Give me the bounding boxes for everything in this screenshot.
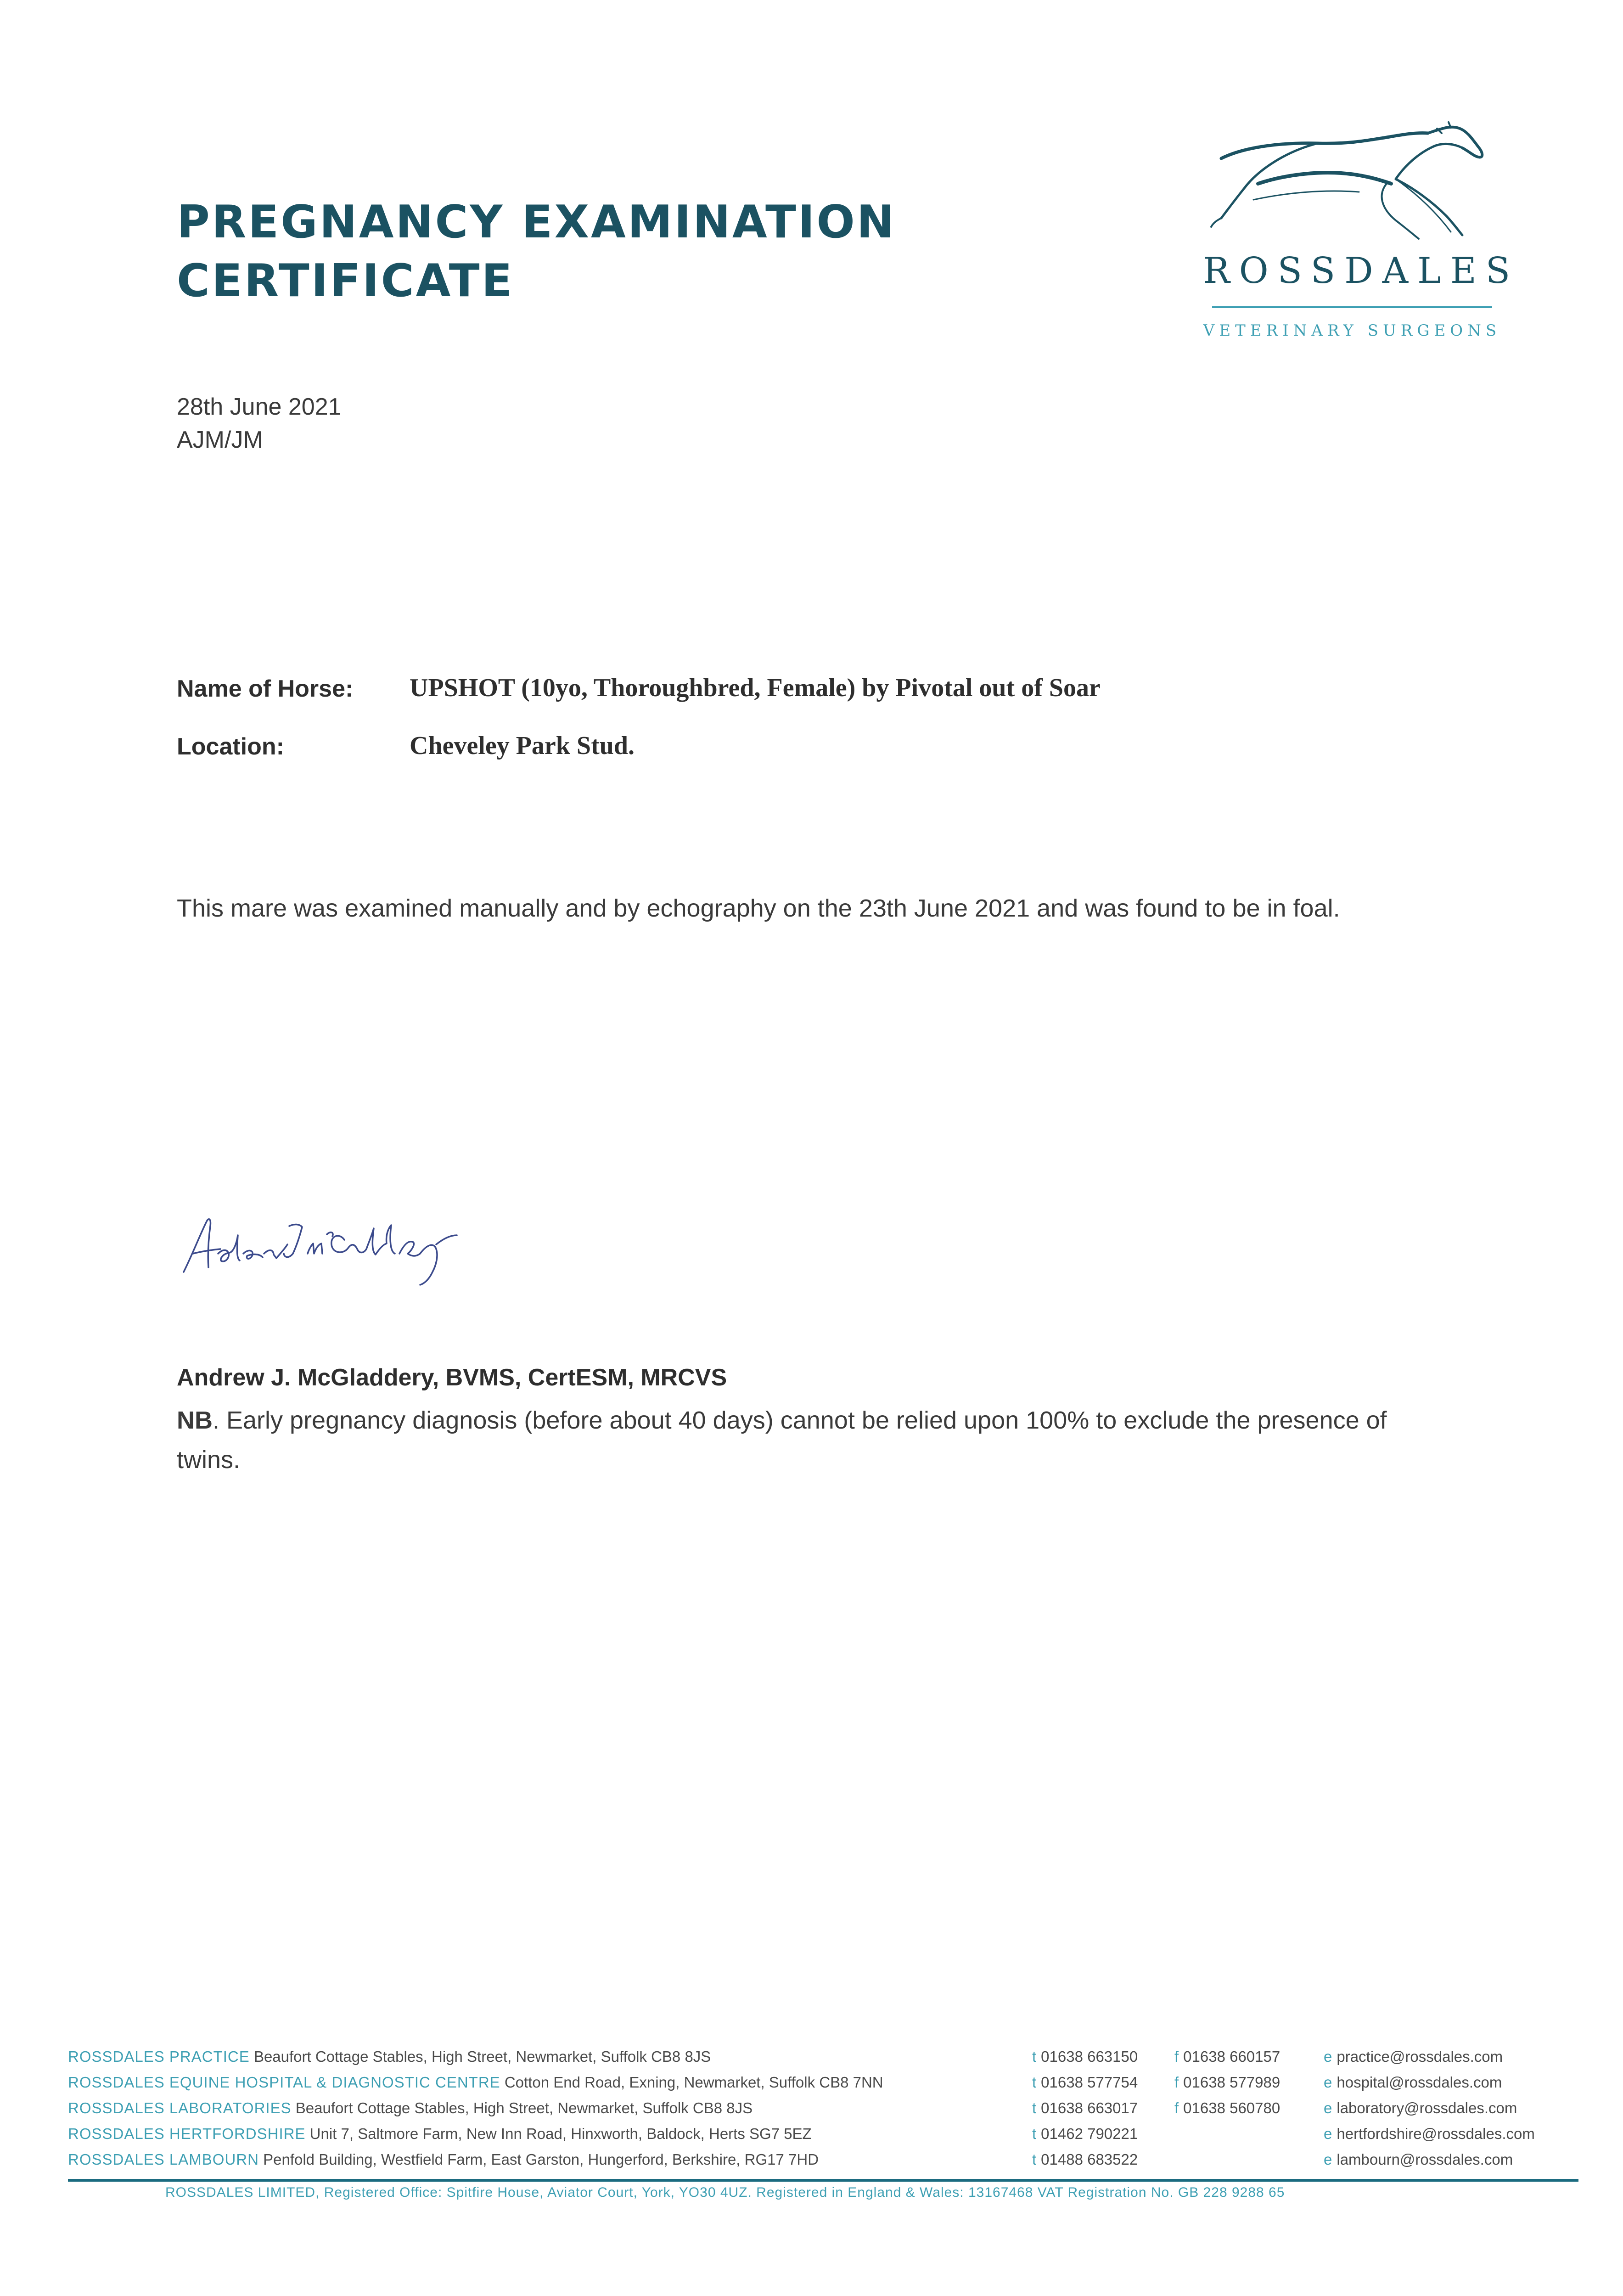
footer-address: Cotton End Road, Exning, Newmarket, Suffolk CB8 7NN xyxy=(504,2074,883,2091)
footer-email[interactable]: e hospital@rossdales.com xyxy=(1324,2074,1502,2091)
footer-row-hertfordshire xyxy=(68,2125,1583,2151)
reference-block xyxy=(177,390,342,456)
footer-address: Beaufort Cottage Stables, High Street, Newmarket, Suffolk CB8 8JS xyxy=(295,2099,753,2116)
footer-fax: f 01638 660157 xyxy=(1174,2048,1280,2065)
footer-address: Unit 7, Saltmore Farm, New Inn Road, Hinxworth, Baldock, Herts SG7 5EZ xyxy=(309,2125,812,2142)
footer-tel: t 01638 577754 xyxy=(1032,2074,1138,2091)
footer-address: Beaufort Cottage Stables, High Street, Newmarket, Suffolk CB8 8JS xyxy=(253,2048,711,2065)
footer-email[interactable]: e laboratory@rossdales.com xyxy=(1324,2099,1517,2116)
footer-row-hospital xyxy=(68,2074,1583,2099)
galloping-horse-icon xyxy=(1203,115,1501,248)
certificate-title xyxy=(177,193,957,310)
footer-fax: f 01638 560780 xyxy=(1174,2099,1280,2116)
footer-address: Penfold Building, Westfield Farm, East Garston, Hungerford, Berkshire, RG17 7HD xyxy=(263,2151,819,2168)
footer-divider xyxy=(68,2179,1578,2182)
rossdales-logo xyxy=(1203,115,1520,354)
footer-row-laboratories xyxy=(68,2099,1583,2125)
footer-tel: t 01462 790221 xyxy=(1032,2125,1138,2142)
footer-fax: f 01638 577989 xyxy=(1174,2074,1280,2091)
footer-org-name: ROSSDALES HERTFORDSHIRE xyxy=(68,2125,306,2142)
footer-legal-notice: ROSSDALES LIMITED, Registered Office: Spitfire House, Aviator Court, York, YO30 4UZ. Registered in England & Wales: 13167468 VAT Registration No. GB 228 9288 65 xyxy=(165,2185,1285,2200)
footer-org-name: ROSSDALES LAMBOURN xyxy=(68,2151,259,2168)
nb-text: . Early pregnancy diagnosis (before about 40 days) cannot be relied upon 100% to exclude the presence of twins. xyxy=(177,1407,1387,1474)
examination-statement: This mare was examined manually and by echography on the 23th June 2021 and was found to be in foal. xyxy=(177,895,1340,922)
logo-wordmark: ROSSDALES xyxy=(1203,250,1520,292)
horse-name-value: UPSHOT (10yo, Thoroughbred, Female) by Pivotal out of Soar xyxy=(410,674,1101,702)
footer-contacts xyxy=(68,2048,1583,2195)
location-value: Cheveley Park Stud. xyxy=(410,732,635,760)
footer-email[interactable]: e lambourn@rossdales.com xyxy=(1324,2151,1513,2168)
nb-note xyxy=(177,1401,1407,1480)
signer-name: Andrew J. McGladdery, BVMS, CertESM, MRCVS xyxy=(177,1364,727,1391)
footer-org-name: ROSSDALES PRACTICE xyxy=(68,2048,250,2065)
footer-tel: t 01638 663017 xyxy=(1032,2099,1138,2116)
footer-tel: t 01488 683522 xyxy=(1032,2151,1138,2168)
title-line-1: PREGNANCY EXAMINATION xyxy=(177,196,896,248)
footer-email[interactable]: e practice@rossdales.com xyxy=(1324,2048,1503,2065)
handwritten-signature xyxy=(179,1185,464,1295)
logo-subtitle: VETERINARY SURGEONS xyxy=(1203,321,1501,340)
nb-label: NB xyxy=(177,1407,213,1434)
letter-date: 28th June 2021 xyxy=(177,394,342,420)
title-line-2: CERTIFICATE xyxy=(177,255,514,307)
horse-name-label: Name of Horse: xyxy=(177,675,354,702)
footer-tel: t 01638 663150 xyxy=(1032,2048,1138,2065)
letter-initials: AJM/JM xyxy=(177,427,263,453)
location-label: Location: xyxy=(177,733,284,760)
footer-org-name: ROSSDALES EQUINE HOSPITAL & DIAGNOSTIC CENTRE xyxy=(68,2074,500,2091)
footer-row-lambourn xyxy=(68,2151,1583,2177)
footer-email[interactable]: e hertfordshire@rossdales.com xyxy=(1324,2125,1535,2142)
logo-divider xyxy=(1212,306,1492,308)
footer-row-practice xyxy=(68,2048,1583,2074)
footer-org-name: ROSSDALES LABORATORIES xyxy=(68,2099,292,2116)
